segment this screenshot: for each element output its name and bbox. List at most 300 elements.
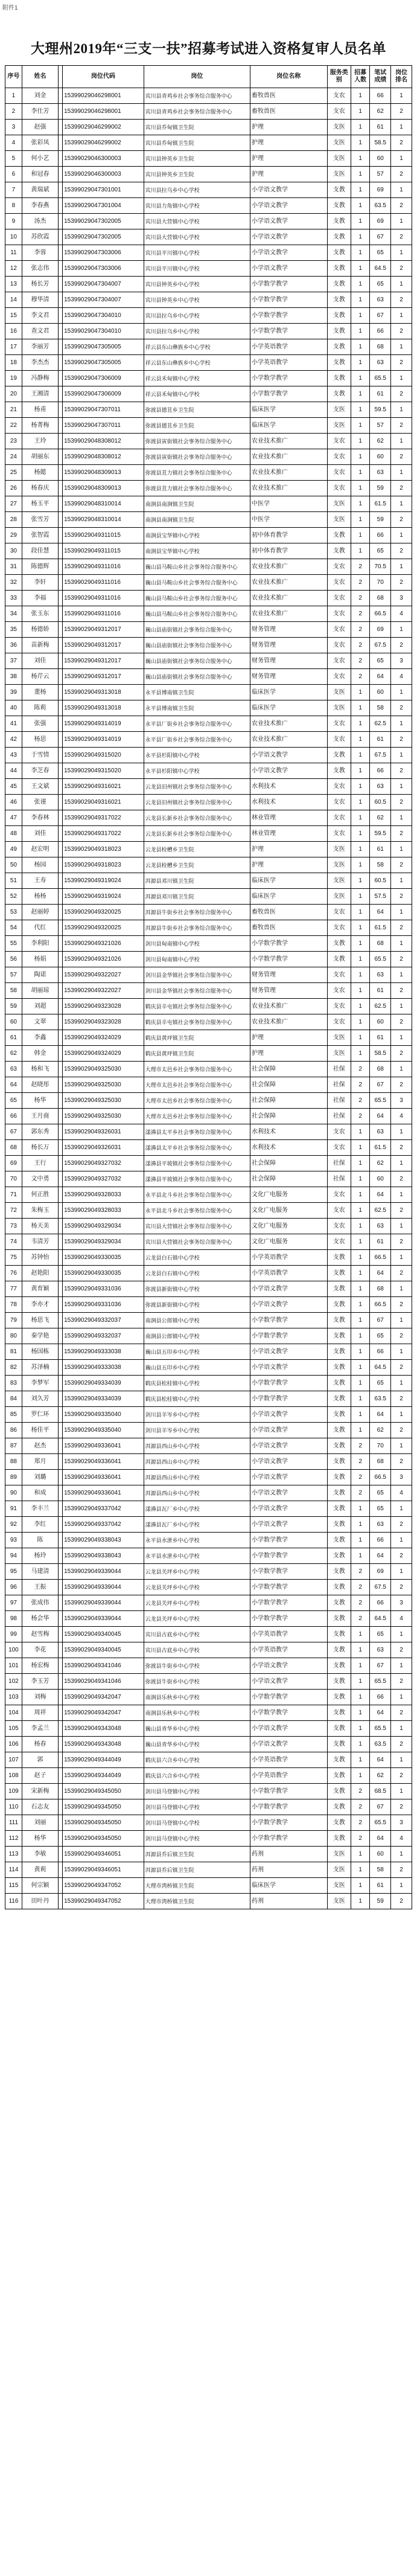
post-code-cell: 15399029046298001 [63, 104, 144, 120]
exam-no-cell [59, 214, 63, 229]
exam-no-cell [59, 716, 63, 732]
rank-cell: 2 [391, 983, 412, 999]
name-cell: 王振 [22, 1580, 58, 1595]
table-row [5, 1438, 412, 1454]
score-cell: 60.5 [370, 795, 391, 810]
post-code-cell: 15399029049336041 [63, 1438, 144, 1454]
post-name-cell: 小学数学教学 [250, 936, 327, 952]
exam-no-cell [59, 1360, 63, 1376]
exam-no-cell [59, 151, 63, 167]
score-cell: 63 [370, 967, 391, 983]
category-cell: 支教 [327, 1376, 351, 1391]
quota-cell: 1 [351, 1281, 370, 1297]
name-cell: 王玲 [22, 434, 58, 449]
category-cell: 支教 [327, 1768, 351, 1784]
quota-cell: 2 [351, 622, 370, 638]
exam-no-cell [59, 135, 63, 151]
post-code-cell: 15399029049320025 [63, 920, 144, 936]
post-name-cell: 中医学 [250, 496, 327, 512]
name-cell: 杨德娇 [22, 622, 58, 638]
score-cell: 63 [370, 1219, 391, 1234]
table-row [5, 1831, 412, 1847]
unit-cell: 宾川县钟英乡中心学校 [144, 292, 250, 308]
table-row [5, 434, 412, 449]
unit-cell: 宾川县平川镇中心学校 [144, 261, 250, 277]
quota-cell: 1 [351, 1878, 370, 1894]
quota-cell: 1 [351, 449, 370, 465]
table-row [5, 826, 412, 842]
seq-cell: 91 [5, 1501, 22, 1517]
post-name-cell: 小学数学教学 [250, 308, 327, 324]
rank-cell: 2 [391, 1171, 412, 1187]
rank-cell: 4 [391, 669, 412, 685]
score-cell: 65 [370, 1328, 391, 1344]
exam-no-cell [59, 669, 63, 685]
category-cell: 支教 [327, 1658, 351, 1674]
rank-cell: 2 [391, 167, 412, 182]
seq-cell: 42 [5, 732, 22, 748]
category-cell: 社保 [327, 1077, 351, 1093]
category-cell: 支医 [327, 1894, 351, 1909]
seq-cell: 37 [5, 653, 22, 669]
seq-cell: 57 [5, 967, 22, 983]
unit-cell: 巍山县马鞍山乡社会事务综合服务中心 [144, 591, 250, 606]
score-cell: 67 [370, 1077, 391, 1093]
category-cell: 支农 [327, 622, 351, 638]
table-row [5, 669, 412, 685]
quota-cell: 1 [351, 1737, 370, 1752]
rank-cell: 1 [391, 905, 412, 920]
exam-no-cell [59, 1454, 63, 1470]
post-code-cell: 15399029046300003 [63, 151, 144, 167]
table-row [5, 418, 412, 434]
rank-cell: 1 [391, 559, 412, 575]
score-cell: 61.5 [370, 1140, 391, 1156]
seq-cell: 105 [5, 1721, 22, 1737]
seq-cell: 14 [5, 292, 22, 308]
score-cell: 67 [370, 229, 391, 245]
post-name-cell: 小学英语教学 [250, 355, 327, 371]
exam-no-cell [59, 1046, 63, 1062]
score-cell: 64 [370, 1548, 391, 1564]
post-name-cell: 农业技术推广 [250, 575, 327, 591]
score-cell: 65.5 [370, 371, 391, 386]
table-row [5, 167, 412, 182]
seq-cell: 85 [5, 1407, 22, 1423]
seq-cell: 38 [5, 669, 22, 685]
category-cell: 支教 [327, 1360, 351, 1376]
table-row [5, 308, 412, 324]
unit-cell: 鹤庆县辛屯镇社会事务综合服务中心 [144, 1014, 250, 1030]
quota-cell: 1 [351, 1642, 370, 1658]
score-cell: 64 [370, 1407, 391, 1423]
attachment-label: 附件1 [2, 5, 18, 11]
post-code-cell: 15399029049345050 [63, 1784, 144, 1799]
post-code-cell: 15399029049326031 [63, 1124, 144, 1140]
name-cell: 杨娟 [22, 952, 58, 967]
seq-cell: 12 [5, 261, 22, 277]
exam-no-cell [59, 167, 63, 182]
category-cell: 支教 [327, 1533, 351, 1548]
table-row [5, 1533, 412, 1548]
post-name-cell: 畜牧兽医 [250, 104, 327, 120]
name-cell: 杨会华 [22, 1611, 58, 1627]
table-row [5, 339, 412, 355]
post-name-cell: 小学英语教学 [250, 1627, 327, 1642]
category-cell: 支教 [327, 308, 351, 324]
post-code-cell: 15399029049346051 [63, 1847, 144, 1862]
rank-cell: 1 [391, 1533, 412, 1548]
seq-cell: 2 [5, 104, 22, 120]
category-cell: 支教 [327, 1784, 351, 1799]
post-name-cell: 小学英语教学 [250, 339, 327, 355]
quota-cell: 1 [351, 371, 370, 386]
seq-cell: 79 [5, 1313, 22, 1328]
post-name-cell: 小学数学教学 [250, 292, 327, 308]
post-name-cell: 社会保障 [250, 1062, 327, 1077]
name-cell: 李亦才 [22, 1297, 58, 1313]
name-cell: 杨春 [22, 1737, 58, 1752]
post-name-cell: 小学数学教学 [250, 1580, 327, 1595]
seq-cell: 65 [5, 1093, 22, 1109]
table-row [5, 857, 412, 873]
seq-cell: 71 [5, 1187, 22, 1203]
name-cell: 杨佳平 [22, 1423, 58, 1438]
post-name-cell: 小学英语教学 [250, 1768, 327, 1784]
table-row [5, 1124, 412, 1140]
post-name-cell: 小学语文教学 [250, 1485, 327, 1501]
seq-cell: 45 [5, 779, 22, 795]
rank-cell: 1 [391, 999, 412, 1014]
post-name-cell: 小学数学教学 [250, 1595, 327, 1611]
table-row [5, 1407, 412, 1423]
seq-cell: 26 [5, 481, 22, 496]
post-code-cell: 15399029049332037 [63, 1313, 144, 1328]
table-row [5, 1219, 412, 1234]
table-row [5, 1140, 412, 1156]
table-row [5, 653, 412, 669]
unit-cell: 云龙县旧州镇社会事务综合服务中心 [144, 779, 250, 795]
quota-cell: 1 [351, 1156, 370, 1171]
seq-cell: 104 [5, 1705, 22, 1721]
post-name-cell: 护理 [250, 1030, 327, 1046]
table-row [5, 873, 412, 889]
rank-cell: 2 [391, 575, 412, 591]
post-code-cell: 15399029047302005 [63, 214, 144, 229]
post-name-cell: 小学语文教学 [250, 261, 327, 277]
category-cell: 支农 [327, 1124, 351, 1140]
category-cell: 支医 [327, 889, 351, 905]
unit-cell: 永平县北斗乡社会事务综合服务中心 [144, 1187, 250, 1203]
post-name-cell: 小学数学教学 [250, 1690, 327, 1705]
post-name-cell: 小学语文教学 [250, 1674, 327, 1690]
score-cell: 69 [370, 182, 391, 198]
score-cell: 68 [370, 1281, 391, 1297]
category-cell: 支医 [327, 1030, 351, 1046]
post-name-cell: 水利技术 [250, 795, 327, 810]
category-cell: 支教 [327, 1501, 351, 1517]
name-cell: 查文君 [22, 324, 58, 339]
name-cell: 李丰兰 [22, 1501, 58, 1517]
quota-cell: 2 [351, 1580, 370, 1595]
score-cell: 58 [370, 700, 391, 716]
score-cell: 66 [370, 763, 391, 779]
table-row [5, 1721, 412, 1737]
table-row [5, 355, 412, 371]
rank-cell: 1 [391, 1752, 412, 1768]
rank-cell: 2 [391, 857, 412, 873]
category-cell: 支农 [327, 983, 351, 999]
rank-cell: 1 [391, 1344, 412, 1360]
seq-cell: 90 [5, 1485, 22, 1501]
table-row [5, 1171, 412, 1187]
category-cell: 支教 [327, 543, 351, 559]
post-code-cell: 15399029049323028 [63, 999, 144, 1014]
header-cell: 姓名 [22, 66, 58, 88]
category-cell: 支农 [327, 606, 351, 622]
exam-no-cell [59, 245, 63, 261]
exam-no-cell [59, 873, 63, 889]
seq-cell: 94 [5, 1548, 22, 1564]
name-cell: 赵子 [22, 1768, 58, 1784]
quota-cell: 1 [351, 1046, 370, 1062]
quota-cell: 1 [351, 229, 370, 245]
post-name-cell: 社会保障 [250, 1156, 327, 1171]
score-cell: 60 [370, 1014, 391, 1030]
name-cell: 杨宏梅 [22, 1658, 58, 1674]
score-cell: 59 [370, 481, 391, 496]
quota-cell: 1 [351, 1219, 370, 1234]
post-name-cell: 小学语文教学 [250, 1454, 327, 1470]
category-cell: 支农 [327, 920, 351, 936]
post-name-cell: 小学语文教学 [250, 1470, 327, 1485]
unit-cell: 永平县北斗乡社会事务综合服务中心 [144, 1203, 250, 1219]
seq-cell: 51 [5, 873, 22, 889]
seq-cell: 88 [5, 1454, 22, 1470]
score-cell: 67.5 [370, 1580, 391, 1595]
exam-no-cell [59, 386, 63, 402]
exam-no-cell [59, 842, 63, 857]
post-code-cell: 15399029049322027 [63, 967, 144, 983]
quota-cell: 1 [351, 1297, 370, 1313]
quota-cell: 1 [351, 402, 370, 418]
seq-cell: 95 [5, 1564, 22, 1580]
post-code-cell: 15399029049333038 [63, 1360, 144, 1376]
quota-cell: 1 [351, 481, 370, 496]
header-cell: 岗位名称 [250, 66, 327, 88]
table-row [5, 1344, 412, 1360]
score-cell: 66 [370, 1690, 391, 1705]
quota-cell: 1 [351, 1690, 370, 1705]
category-cell: 支医 [327, 1878, 351, 1894]
quota-cell: 1 [351, 1548, 370, 1564]
score-cell: 69 [370, 214, 391, 229]
rank-cell: 1 [391, 1124, 412, 1140]
name-cell: 文中勇 [22, 1171, 58, 1187]
seq-cell: 54 [5, 920, 22, 936]
category-cell: 支教 [327, 1517, 351, 1533]
category-cell: 支农 [327, 559, 351, 575]
quota-cell: 1 [351, 700, 370, 716]
exam-no-cell [59, 1187, 63, 1203]
quota-cell: 1 [351, 873, 370, 889]
unit-cell: 剑川县马登镇中心学校 [144, 1799, 250, 1815]
rank-cell: 1 [391, 716, 412, 732]
post-name-cell: 林业管理 [250, 810, 327, 826]
score-cell: 68 [370, 936, 391, 952]
score-cell: 61.5 [370, 920, 391, 936]
rank-cell: 1 [391, 1627, 412, 1642]
rank-cell: 1 [391, 339, 412, 355]
rank-cell: 2 [391, 732, 412, 748]
post-name-cell: 护理 [250, 120, 327, 135]
quota-cell: 1 [351, 857, 370, 873]
category-cell: 支教 [327, 763, 351, 779]
post-name-cell: 农业技术推广 [250, 481, 327, 496]
post-name-cell: 小学数学教学 [250, 1705, 327, 1721]
rank-cell: 3 [391, 1595, 412, 1611]
seq-cell: 68 [5, 1140, 22, 1156]
table-row [5, 1062, 412, 1077]
quota-cell: 2 [351, 1564, 370, 1580]
rank-cell: 1 [391, 465, 412, 481]
quota-cell: 1 [351, 1203, 370, 1219]
category-cell: 支农 [327, 591, 351, 606]
post-name-cell: 中医学 [250, 512, 327, 528]
unit-cell: 剑川县马登镇中心学校 [144, 1831, 250, 1847]
post-code-cell: 15399029049347052 [63, 1894, 144, 1909]
table-row [5, 999, 412, 1014]
score-cell: 58 [370, 1862, 391, 1878]
table-row [5, 1752, 412, 1768]
name-cell: 张强 [22, 716, 58, 732]
seq-cell: 58 [5, 983, 22, 999]
seq-cell: 74 [5, 1234, 22, 1250]
name-cell: 李孟兰 [22, 1721, 58, 1737]
quota-cell: 2 [351, 575, 370, 591]
post-code-cell: 15399029049311015 [63, 543, 144, 559]
name-cell: 田叶丹 [22, 1894, 58, 1909]
rank-cell: 1 [391, 967, 412, 983]
post-name-cell: 小学语文教学 [250, 1281, 327, 1297]
exam-no-cell [59, 1862, 63, 1878]
quota-cell: 2 [351, 1799, 370, 1815]
name-cell: 杨杨 [22, 889, 58, 905]
quota-cell: 1 [351, 198, 370, 214]
score-cell: 64 [370, 905, 391, 920]
post-name-cell: 小学语文教学 [250, 1407, 327, 1423]
score-cell: 65 [370, 1501, 391, 1517]
post-name-cell: 农业技术推广 [250, 559, 327, 575]
quota-cell: 2 [351, 1062, 370, 1077]
quota-cell: 2 [351, 591, 370, 606]
name-cell: 宋新梅 [22, 1784, 58, 1799]
table-row [5, 748, 412, 763]
unit-cell: 云龙县关坪乡中心学校 [144, 1580, 250, 1595]
post-name-cell: 小学语文教学 [250, 763, 327, 779]
category-cell: 支教 [327, 245, 351, 261]
seq-cell: 40 [5, 700, 22, 716]
table-row [5, 1737, 412, 1752]
seq-cell: 32 [5, 575, 22, 591]
rank-cell: 1 [391, 1376, 412, 1391]
unit-cell: 宾川县大营镇社会事务综合服务中心 [144, 1219, 250, 1234]
exam-no-cell [59, 1658, 63, 1674]
table-row [5, 1627, 412, 1642]
rank-cell: 1 [391, 434, 412, 449]
seq-cell: 115 [5, 1878, 22, 1894]
quota-cell: 1 [351, 339, 370, 355]
quota-cell: 1 [351, 1391, 370, 1407]
score-cell: 61 [370, 1234, 391, 1250]
table-row [5, 1423, 412, 1438]
unit-cell: 宾川县青鸡乡社会事务综合服务中心 [144, 104, 250, 120]
category-cell: 支农 [327, 779, 351, 795]
table-row [5, 983, 412, 999]
table-row [5, 967, 412, 983]
quota-cell: 1 [351, 167, 370, 182]
unit-cell: 宾川县乔甸镇卫生院 [144, 135, 250, 151]
name-cell: 冯静梅 [22, 371, 58, 386]
category-cell: 支农 [327, 669, 351, 685]
category-cell: 支教 [327, 386, 351, 402]
rank-cell: 2 [391, 1517, 412, 1533]
rank-cell: 3 [391, 591, 412, 606]
table-row [5, 182, 412, 198]
post-code-cell: 15399029049314019 [63, 732, 144, 748]
rank-cell: 2 [391, 1046, 412, 1062]
category-cell: 支教 [327, 1250, 351, 1266]
unit-cell: 巍山县青华乡中心学校 [144, 1721, 250, 1737]
seq-cell: 97 [5, 1595, 22, 1611]
rank-cell: 2 [391, 952, 412, 967]
exam-no-cell [59, 779, 63, 795]
seq-cell: 47 [5, 810, 22, 826]
unit-cell: 鹤庆县松桂镇中心学校 [144, 1391, 250, 1407]
post-code-cell: 15399029049344049 [63, 1752, 144, 1768]
unit-cell: 宾川县钟英乡卫生院 [144, 151, 250, 167]
post-name-cell: 护理 [250, 842, 327, 857]
table-row [5, 622, 412, 638]
table-row [5, 1878, 412, 1894]
post-name-cell: 社会保障 [250, 1077, 327, 1093]
post-code-cell: 15399029049337042 [63, 1517, 144, 1533]
name-cell: 汤杰 [22, 214, 58, 229]
score-cell: 66 [370, 324, 391, 339]
name-cell: 刘佳 [22, 653, 58, 669]
quota-cell: 1 [351, 182, 370, 198]
seq-cell: 82 [5, 1360, 22, 1376]
name-cell: 王寿 [22, 873, 58, 889]
category-cell: 支农 [327, 449, 351, 465]
table-row [5, 1093, 412, 1109]
unit-cell: 剑川县金华镇社会事务综合服务中心 [144, 983, 250, 999]
rank-cell: 1 [391, 779, 412, 795]
exam-no-cell [59, 1752, 63, 1768]
table-row [5, 889, 412, 905]
post-name-cell: 小学语文教学 [250, 1658, 327, 1674]
quota-cell: 1 [351, 88, 370, 104]
post-code-cell: 15399029049331036 [63, 1297, 144, 1313]
rank-cell: 2 [391, 826, 412, 842]
quota-cell: 1 [351, 1768, 370, 1784]
seq-cell: 108 [5, 1768, 22, 1784]
table-row [5, 214, 412, 229]
table-row [5, 936, 412, 952]
exam-no-cell [59, 1564, 63, 1580]
exam-no-cell [59, 622, 63, 638]
post-code-cell: 15399029047306009 [63, 386, 144, 402]
